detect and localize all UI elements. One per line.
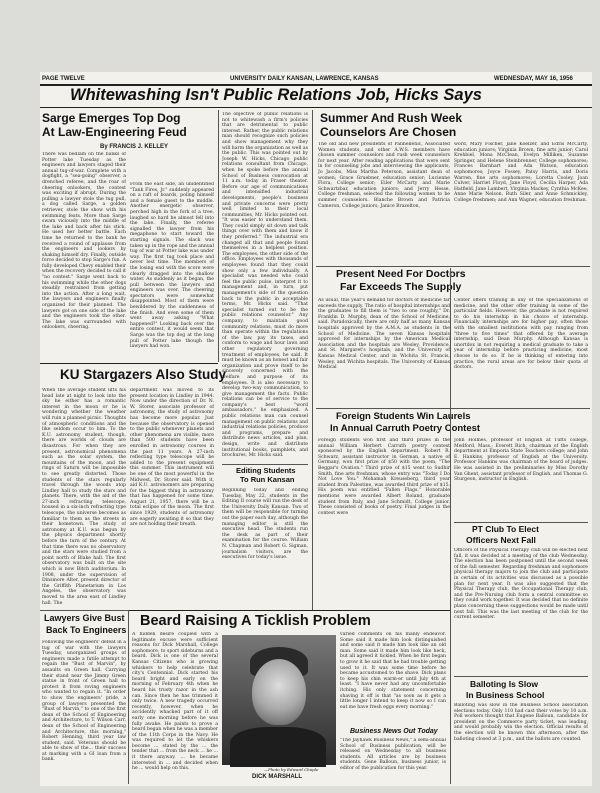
foreign-text-col1: Foreign students won first and third prizes in the annual William Herbert Carruth poetry contest sponsored by the English department. Robert R. Schwarz, assistant instructor in German, a native of Germany, won first prize of $50 with the poem, "The Beggar's Ovation." Third prize of $15 went to Sudhir Smith, fine arts freshman, whose entry was "Today I Do Not Love You." Mohamah Kreuseberg, third year student from Palestine, was awarded third prize of $15. His poem was entitled "Fallen Flags." Honorable mentions were awarded Albert Roland, graduate student from Italy, and Jane Schmidt, College junior. These consisted of books of poetry. Final judges in the contest were bbox=[318, 438, 450, 516]
summer-headline-1: Summer And Rush Week bbox=[320, 111, 463, 125]
banner-rule bbox=[40, 107, 592, 108]
ptclub-text: Officers of the Physical Therapy club will be elected next fall, it was decided at a meeting of the club Wednesday. The election has been postponed until the second week of the fall semester. Regarding freshman and sophomore physical therapy majors to join the club and participate in certain of its activities was discussed as a possible plan for next year. It was also suggested that the Physical Therapy club, the Occupational Therapy club, and the Pre-Nursing club form a central committee so they could work together. It was decided that no definite plans concerning these suggestions would be made until next fall. This was the last meeting of the club for the current semester. bbox=[454, 548, 588, 621]
sarge-byline: By FRANCIS J. KELLEY bbox=[100, 144, 169, 150]
stargazers-headline: KU Stargazers Also Study bbox=[60, 367, 227, 382]
ballot-headline-1: Balloting Is Slow bbox=[470, 679, 539, 689]
summer-rule bbox=[316, 266, 590, 267]
doctors-rule bbox=[316, 408, 590, 409]
sarge-text-col1: There was bedlam on the banks of Potter lake Tuesday as the engineers and lawyers staged their annual tug-of-war. Complete with a dogfight, a "sea-going" observer, a drenched referee, and the roar of cheering onlookers, the contest was exciting if abrupt. During the pulling a lawyer stole the tug pull, a dog called Sarge, a golden retriever, stole the show with his swimming feats. More than Sarge swam viciously into the middle of the lake and back after his stick. He used her better battle. Each time he returned to the bank he received a round of applause from the engineers and lookers by shaking himself dry. Finally, outside force decided to stop Sarge's fun. A fully developed Chevy enabled their when the recovery decided to call it "no contest." Sarge went back to his swimming while the other dogs steadily restrained from getting into the action. After a long wait, the lawyers and engineers finally organized for their planned. The lawyers got on one side of the lake and the engineers took the other. The lake was surrounded with onlookers, cheering. bbox=[42, 152, 126, 331]
ballot-headline-2: In Business School bbox=[466, 690, 545, 700]
summer-headline-2: Counselors Are Chosen bbox=[320, 125, 457, 139]
beard-text-col2: varied comments on his manly endeavor. Some said it made him look distinguished and some said it made him look like an old man. Some said it made him look like heck, but all agreed it tickled. When he first began to grow it he said that he had trouble getting used to it. It was some time before he became accustomed to the shave. Dick plans to keep his chin warm-er until July 4th at least. "I have never had any uncomfortable itching. His only statement concerning shaving it off is that "as soon as it gets a little longer I intend to keep it now so I can eat me have fresh eggs every morning." bbox=[340, 632, 446, 710]
lawyers-text: Following the engineers' defeat in a tug of war with the lawyers Tuesday, unorganized groups of engineers made a futile attempt to regain the "Bust of Marvin", by assaults on Green hall. Carrying their stand near the Jimmy Green statue in front of Green hall to protect it from roving engineers who wanted to regain it. "In order to show the engineers' pride, a group of lawyers presented the "Bust of Marvin," to one of the first dean of the School of Engineering and Architecture, to T. Wilson Carr, dean of the School of Engineering and Architecture, this morning," Robert Henning, third year law student, said. Veterans should be able to show of the... their success at marking with a GI loan from a bank. bbox=[42, 640, 126, 763]
doctors-text-col1: As usual, this year's demand for doctors of medicine far exceeds the supply. The ratio of hospital internships and the graduates to fill them is "two to one roughly," Dr. Franklin D. Murphy, dean of the School of Medicine, said. Paradoxically, there are only half as many Kansas hospitals approved by the A.M.A. as students in the School of Medicine. The seven Kansas hospitals approved for internships by the American Medical Association and the hospitals are Wesley, Providence, and St. Margaret's hospitals, and the University of Kansas Medical Center, and in Wichita St. Francis, Wesley, and Wichita hospitals. The University of Kansas Medical bbox=[318, 298, 450, 371]
hicks-text: The objective of public relations is not to whitewash a firm's policies that are detrimental to public interest. Rather, the public relations man should recognize such policies and show management why they will harm the organization as well as the public. This was pointed out by Joseph W. Hicks, Chicago public relations consultant from Chicago, when he spoke before the annual School of Business convocation at 11 a.m. today in Fraser theater. Before our age of communications and intensified industrial developments, people's business and private concerns were pretty well limited to their local communities, Mr. Hicks pointed out. "It was easier to understand them. They could simply sit down and talk things over with them and know if they preferred." The industrial era changed all that and people found themselves in a helpless position. The employees, the other side of the office. Employees with thousands of employees found that they could show only a few individually. A specialist was needed who could feel the public pulse, interpret it to management and, in turn, put management's side of the question back to the public in acceptable terms, Mr. Hicks said. "That specialist turned out to be the public relations counselor." Any company, to maintain good community relations, must do more than operate within the regulations of the law, pay its taxes, and conform to wage and hour laws and other regulatory governing treatment of employees, he said. It must be known as an honest and fair organization and prove itself to be sincerely concerned with the welfare and purpose of its employees. It is also necessary to develop two-way communication, to give management the facts. Public relations can be of service to the company's best "word ambassadors," he emphasized. A public relations man can counsel management on public relations and industrial relations policies, produce and programs, prepare and distribute news articles, and plan, design, write and distribute institutional books, pamphlets, and brochures, Mr. Hicks said. bbox=[222, 112, 308, 459]
photo-caption: DICK MARSHALL bbox=[252, 774, 302, 780]
editing-text: Beginning today and ending Tuesday, May 22, students in the Editing II course will run the desk of the University Daily Kansan. Two of them will be responsible for turning out the paper each day, although the managing editor is still the executive head. The students run the desk as part of their examination for the course. William N. Chapman and Robert G. Sigman, journalism visitors, are the executives for today's issue. bbox=[222, 488, 308, 561]
folio-line bbox=[40, 74, 592, 84]
beard-text-col1: A hidden desire coupled with a legitimate excuse were sufficient reasons for Dick Marshall, College sophomore, to sport sideburns and a beard. Dick is one of the several Kansas Citizens who is growing whiskers to help celebrate that city's Centennial. Dick started his beard bright and early on the morning of February 4th when he heard his trusty razor in the ash can. Since then he has trimmed it only twice. A new tragedy occurred recently, however, when he accidently whacked part of it off early one morning before he was fully awake. He paints to prove a beard began when he was a member of the 11th Corps in the Navy. He was required to let the whiskers become ... stated by the ... the tender that ... from the neck ... he ... it there anyway. ... he became interested in ... and decided when he ... would help on this. bbox=[132, 632, 218, 772]
col-rule-c bbox=[450, 268, 451, 784]
stargazers-text-col1: When the average student lifts his head late at night to look into the sky he either has a romantic interest in the moon or he is wondering whether the weather will ruin a planned picnic. Thoughts of atmospheric conditions and the like seldom occur to him. To the K.U. astronomy student, though, there are worlds of clouds are disastrous. For when they are present, astronomical phenomena such as the solar system, the mountains of the moon, and the rings of Saturn will be impossible to see greatly distorted. Those students of the stars regularly travel through the woods atop Lindley hall to study the stars and planets. There, with the aid of the 27-inch refracting telescope, housed in a six-inch refracting type telescope, the universe becomes as familiar to them as the streets in their hometown. The study of astronomy at K.U. was begun by the physics department shortly before the turn of the century. At that time there was no observatory and the stars were studied from a point north of Blake hall. The first observatory was built on the site which is now Bitch auditorium. In 1908, under the supervision of Dinsmore Alter, present director of the Griffith Planetarium in Los Angeles, the observatory was moved to the area east of Lindley hall. The bbox=[42, 388, 126, 606]
ballot-text: Balloting was slow in the Business School association elections today. Only 110 had cast their votes by 10 a.m. Poll workers thought that Eugene Balloun, candidate for president on the Commerce party ticket, was leading, and would probably win the election. Official results of the election will be known this afternoon, after the balloting closed at 3 p.m., and the ballots are counted. bbox=[454, 703, 588, 742]
ptclub-rule bbox=[454, 522, 588, 523]
editing-rule bbox=[222, 464, 308, 465]
issue-date: WEDNESDAY, MAY 16, 1956 bbox=[494, 76, 573, 82]
col-rule-b bbox=[312, 110, 313, 610]
doctors-headline-1: Present Need For Doctors bbox=[336, 268, 466, 280]
ptclub-headline-1: PT Club To Elect bbox=[472, 524, 539, 534]
newspaper-page bbox=[40, 72, 592, 786]
foreign-text-col2: John Holmes, professor of English at Tufts college, Medford, Mass.; Everett Rich, chairman of the English department at Emporia State Teachers college; and John E. Hankins, professor of English at the University. Professor Hankins was chairman of the board of judges. He was assisted in the preliminaries by Miss Dorothy Van Ghent, assistant professor of English, and Thomas G. Sturgeon, instructor in English. bbox=[454, 438, 588, 483]
beard-headline: Beard Raising A Ticklish Problem bbox=[140, 613, 371, 629]
foreign-headline-2: In Annual Carruth Poetry Contest bbox=[330, 423, 481, 434]
sarge-headline-1: Sarge Emerges Top Dog bbox=[42, 111, 181, 125]
business-headline: Business News Out Today bbox=[350, 728, 438, 735]
banner-headline: Whitewashing Isn't Public Relations Job, Hicks Says bbox=[70, 86, 482, 104]
dick-marshall-photo bbox=[222, 635, 336, 765]
foreign-headline-1: Foreign Students Win Laurels bbox=[336, 411, 471, 422]
doctors-headline-2: Far Exceeds The Supply bbox=[340, 281, 462, 293]
summer-text-col2: word, Mary Fischer, Jane Koelzer, and Edris McCarty, education juniors; Virginia Brown, fine arts junior; Carol Krehbiel, Mona McClean, Evelyn Milliken, Suzanne Springer, and Helene Steinbrenner, College sophomores; Frances Barnhart and Ada Watson, education sophomores; Joyce Fossey, Patsy Harris, and Doris Warren, fine arts sophomores; Loretta Cooley, Joan Culver, Harriet Floyd, Jane Floyd, Cecilia Harper, Ada Hatfield, Jane Lambert, Virginia Mackey, Cynthia McKee, Anne Marie Nelson, Ruth Siler, and Anne Schmickley, College freshmen; and Ann Wagner, education freshman. bbox=[454, 142, 588, 203]
page-label: PAGE TWELVE bbox=[42, 76, 85, 82]
summer-text-col1: The old and new presidents of Panhellenic, Associated Women students, and other A.W.S. members have chosen summer counselors and rush week counselors for next year. After reading applications that were sent in for counseling jobs and interviewing the applicants, Jo Jacobs, Miss Martha Peterson, assistant dean of women; Grace Gruebner, education senior; Lucienne Flora, College senior; Eiler McCarty and Marie Schwartzbar, education juniors; and Jerry Hesse, College freshman, selected the following women to be summer counselors. Blanche Brown and Patricia Cameron, College juniors; Janice Brazelton, bbox=[318, 142, 450, 209]
lawyers-rule bbox=[40, 610, 128, 611]
col-rule-a bbox=[218, 110, 219, 362]
doctors-text-col2: Center offers training in any of the specializations of medicine, and the other offer training in some of the particular fields. However, the graduate is not required to do his internship in his choice of internship. Financially internships are for higher pay, often those with the smallest institutions with pay ranging from "three to five times" that offered by the average internship, said Dean Murphy. Although Kansas is unortdox in not requiring a medical graduate to take a year of internship before practicing medicine, most choose to do so. If he is thinking of entering into practice, the rural areas are for below their quota of doctors. bbox=[454, 298, 588, 371]
beard-top-rule bbox=[129, 610, 450, 611]
ballot-rule bbox=[454, 676, 588, 677]
stargazers-top-rule bbox=[40, 363, 218, 364]
editing-headline-2: To Run Kansan bbox=[240, 475, 295, 484]
col-rule-d bbox=[128, 610, 129, 784]
lawyers-headline-1: Lawyers Give Bust bbox=[44, 613, 125, 623]
ptclub-headline-2: Officers Next Fall bbox=[466, 535, 536, 545]
business-text: "The Jayhawk Business News," a semi-annual School of Business publication, will be released on Wednesday to all business students. All articles are by business students. Gene Balloun, business junior, is editor of the publication for this year. bbox=[340, 738, 446, 771]
paper-name: UNIVERSITY DAILY KANSAN, LAWRENCE, KANSAS bbox=[230, 76, 379, 82]
lawyers-headline-2: Back To Engineers bbox=[46, 625, 127, 635]
photo-credit: —Photo by Edward Chaple bbox=[264, 767, 319, 772]
sarge-headline-2: At Law-Engineering Feud bbox=[42, 125, 187, 139]
editing-headline-1: Editing Students bbox=[236, 466, 296, 475]
sarge-text-col2: From the east side, an unidentified "Tank Fires, Jr." suddenly appeared on a raft of boards, poling himself and a female guest to the middle. Another energetic observer, perched high in the fork of a tree, laughed so hard he almost fell into the lake. Finally, the referee signalled the lawyer from his megaphone to start toward the starting signals. The slack was taken up in the rope and the annual tug of war at Potter lake was under way. The first tug took place and never lost time. The members of the losing end with the score were clearly dragged into the shallow water. As suddenly as it began, the pull between the lawyers and engineers was over. The cheering spectators were somewhat disappointed. Most of them were bewildered by the suddenness of the finish. And even some of them went away asking "What happened?" Looking back over the entire contest, it would seem that Sarge was the top dog at the long pull of Potter lake though the lawyers had won. bbox=[130, 182, 214, 350]
stargazers-text-col2: department was moved to its present location in Lindley in 1944. Now under the direction of Dr. N. W. Storer, associate professor of astronomy, the study of astronomy has become more popular. Just because the observatory is opened to the public whenever planets and other phenomena are visible, more than 500 students have been enrolled in astronomy courses in the past 11 years. A 27-inch reflecting type telescope will be added to the present equipment this summer. This instrument will be one of the most powerful in the Midwest, Dr. Storer said. With it, aid K.U. astronomers are preparing for the biggest thing in astronomy that has happened for some time. August 21, 1957, there will be a total eclipse of the moon. The first since 1929, students of astronomy are eagerly awaiting it so that they are not holding their breath. bbox=[130, 388, 214, 528]
